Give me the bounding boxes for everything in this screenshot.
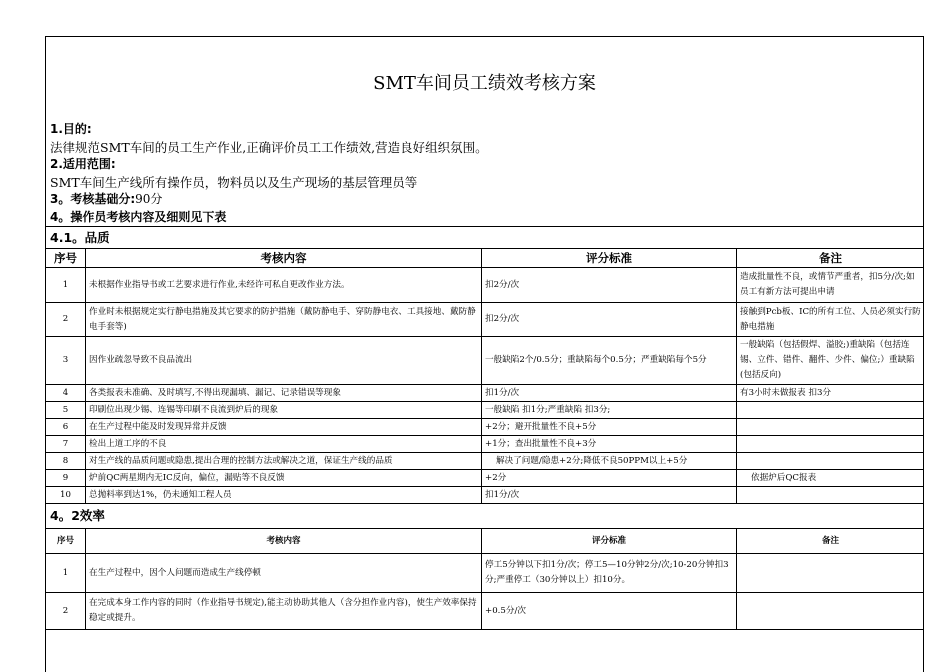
row-content: 总抛料率到达1%，仍未通知工程人员	[86, 487, 482, 504]
base-score-line	[50, 191, 923, 209]
col-header-content: 考核内容	[86, 249, 482, 268]
row-content: 炉前QC两星期内无IC反向，偏位，漏贴等不良反馈	[86, 470, 482, 487]
col-header-remark: 备注	[737, 249, 925, 268]
table-row	[46, 303, 925, 337]
row-standard: +0.5分/次	[482, 593, 737, 630]
row-remark	[737, 554, 925, 593]
row-content: 作业时未根据规定实行静电措施及其它要求的防护措施（戴防静电手、穿防静电衣、工具接地、戴防静电手套等)	[86, 303, 482, 337]
base-score-label: 3。考核基础分:	[50, 192, 136, 206]
col-header-standard: 评分标准	[482, 249, 737, 268]
table-row	[46, 268, 925, 303]
row-remark	[737, 453, 925, 470]
row-content: 未根据作业指导书或工艺要求进行作业,未经许可私自更改作业方法。	[86, 268, 482, 303]
row-no: 3	[46, 337, 86, 385]
row-standard: 解决了问题/隐患+2分;降低不良50PPM以上+5分	[482, 453, 737, 470]
row-standard: 停工5分钟以下扣1分/次；停工5—10分钟2分/次;10-20分钟扣3分;严重停工（30分钟以上）扣10分。	[482, 554, 737, 593]
row-no: 7	[46, 436, 86, 453]
row-remark	[737, 402, 925, 419]
scope-heading: 2.适用范围:	[50, 157, 116, 171]
table-row	[46, 385, 925, 402]
row-remark: 一般缺陷（包括假焊、溢胶;)重缺陷（包括连锡、立件、错件、翻件、少件、偏位;）重缺陷(包括反向)	[737, 337, 925, 385]
row-remark	[737, 593, 925, 630]
table-row	[46, 419, 925, 436]
row-content: 在完成本身工作内容的同时（作业指导书规定),能主动协助其他人（含分担作业内容)，使生产效率保持稳定或提升。	[86, 593, 482, 630]
row-remark	[737, 436, 925, 453]
row-standard: 扣1分/次	[482, 385, 737, 402]
row-no: 5	[46, 402, 86, 419]
quality-heading: 4.1。品质	[46, 226, 923, 248]
table-row	[46, 402, 925, 419]
row-remark: 有3小时未做报表 扣3分	[737, 385, 925, 402]
row-no: 1	[46, 554, 86, 593]
row-no: 1	[46, 268, 86, 303]
col-header-standard: 评分标准	[482, 529, 737, 554]
row-remark: 依据炉后QC报表	[737, 470, 925, 487]
table-row	[46, 436, 925, 453]
table-row	[46, 487, 925, 504]
row-standard: 扣2分/次	[482, 303, 737, 337]
document-sheet	[45, 36, 924, 672]
row-content: 在生产过程中能及时发现异常并反馈	[86, 419, 482, 436]
efficiency-table	[45, 528, 924, 630]
scope-text: SMT车间生产线所有操作员，物料员以及生产现场的基层管理员等	[50, 174, 418, 190]
row-remark: 造成批量性不良，或情节严重者，扣5分/次;如员工有新方法可提出申请	[737, 268, 925, 303]
row-remark: 接触到Pcb板、IC的所有工位、人员必须实行防静电措施	[737, 303, 925, 337]
row-standard: 一般缺陷2个/0.5分；重缺陷每个0.5分；严重缺陷每个5分	[482, 337, 737, 385]
row-no: 2	[46, 303, 86, 337]
intro-section	[46, 121, 923, 226]
col-header-no: 序号	[46, 249, 86, 268]
row-no: 10	[46, 487, 86, 504]
purpose-heading: 1.目的:	[50, 122, 92, 136]
detail-heading: 4。操作员考核内容及细则见下表	[50, 209, 227, 224]
table-row	[46, 593, 925, 630]
row-content: 各类报表未准确、及时填写,不得出现漏填、漏记、记录错误等现象	[86, 385, 482, 402]
efficiency-header-row	[46, 529, 925, 554]
row-content: 印刷位出现少锡、连锡等印刷不良流到炉后的现象	[86, 402, 482, 419]
row-content: 对生产线的品质问题或隐患,提出合理的控制方法或解决之道，保证生产线的品质	[86, 453, 482, 470]
row-standard: 一般缺陷 扣1分;严重缺陷 扣3分;	[482, 402, 737, 419]
purpose-text: 法律规范SMT车间的员工生产作业,正确评价员工工作绩效,营造良好组织氛围。	[50, 139, 488, 155]
row-no: 9	[46, 470, 86, 487]
row-standard: 扣2分/次	[482, 268, 737, 303]
row-no: 2	[46, 593, 86, 630]
efficiency-heading: 4。2效率	[50, 508, 105, 523]
row-remark	[737, 487, 925, 504]
row-standard: +2分；避开批量性不良+5分	[482, 419, 737, 436]
col-header-no: 序号	[46, 529, 86, 554]
table-row	[46, 470, 925, 487]
document-title	[46, 37, 923, 121]
quality-header-row	[46, 249, 925, 268]
document-title-text: SMT车间员工绩效考核方案	[373, 73, 596, 94]
row-standard: 扣1分/次	[482, 487, 737, 504]
row-remark	[737, 419, 925, 436]
row-standard: +2分	[482, 470, 737, 487]
row-content: 因作业疏忽导致不良品流出	[86, 337, 482, 385]
base-score-value: 90分	[135, 192, 163, 206]
row-standard: +1分；查出批量性不良+3分	[482, 436, 737, 453]
col-header-content: 考核内容	[86, 529, 482, 554]
row-content: 检出上道工序的不良	[86, 436, 482, 453]
col-header-remark: 备注	[737, 529, 925, 554]
table-row	[46, 337, 925, 385]
quality-table	[45, 248, 924, 504]
row-no: 6	[46, 419, 86, 436]
row-no: 8	[46, 453, 86, 470]
table-row	[46, 554, 925, 593]
row-content: 在生产过程中，因个人问题而造成生产线停顿	[86, 554, 482, 593]
row-no: 4	[46, 385, 86, 402]
table-row	[46, 453, 925, 470]
